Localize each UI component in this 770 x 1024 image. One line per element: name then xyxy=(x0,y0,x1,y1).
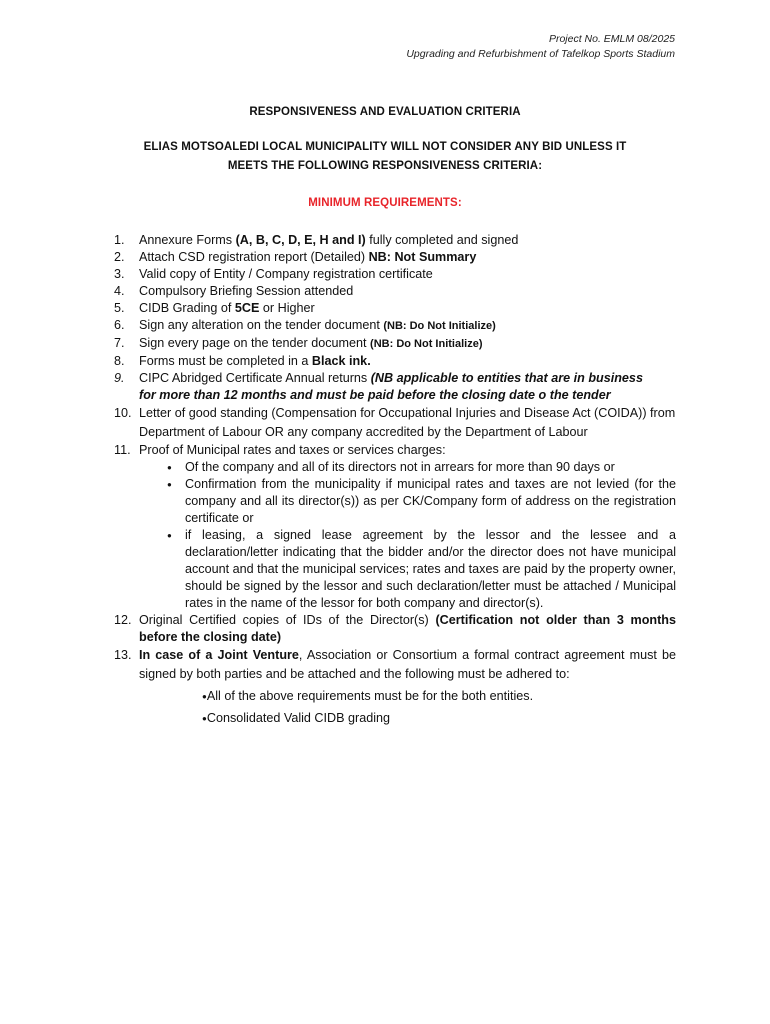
item-number: 7. xyxy=(114,336,125,350)
item-bold-text: for more than 12 months and must be paid before the closing date o the tender xyxy=(139,388,611,402)
item-number: 9. xyxy=(114,371,125,385)
list-item xyxy=(114,646,676,728)
item-text: Annexure Forms xyxy=(139,233,236,247)
subtitle-line-2: MEETS THE FOLLOWING RESPONSIVENESS CRITERIA: xyxy=(227,160,543,172)
item-bold-text: (NB: Do Not Initialize) xyxy=(383,320,496,332)
item-text: Valid copy of Entity / Company registration certificate xyxy=(139,267,433,281)
item-number: 5. xyxy=(114,301,125,315)
item-bold-text: (A, B, C, D, E, H and I) xyxy=(235,233,366,247)
item-number: 4. xyxy=(114,284,125,298)
joint-venture-sublist xyxy=(139,687,676,728)
item-bold-text: (Certification not older than 3 months before the closing date) xyxy=(139,613,677,644)
list-item xyxy=(114,317,676,335)
item-number: 1. xyxy=(114,233,125,247)
sublist-item xyxy=(202,709,676,728)
item-text: CIPC Abridged Certificate Annual returns xyxy=(139,371,371,385)
item-text: Sign any alteration on the tender document xyxy=(139,318,384,332)
item-number: 2. xyxy=(114,250,125,264)
item-bold-text: 5CE xyxy=(234,301,260,315)
list-item xyxy=(114,283,676,300)
item-number: 3. xyxy=(114,267,125,281)
item-text: Forms must be completed in a xyxy=(139,354,312,368)
sublist-item-text: All of the above requirements must be for the both entities. xyxy=(206,689,534,703)
minimum-requirements-heading: MINIMUM REQUIREMENTS: xyxy=(308,197,462,209)
list-item xyxy=(114,442,676,612)
item-number: 13. xyxy=(114,648,132,662)
item-text: Department of Labour OR any company accredited by the Department of Labour xyxy=(139,425,588,439)
project-name: Upgrading and Refurbishment of Tafelkop Sports Stadium xyxy=(406,48,675,60)
item-number: 8. xyxy=(114,354,125,368)
list-item xyxy=(114,232,676,249)
project-number: Project No. EMLM 08/2025 xyxy=(548,33,675,45)
item-text: fully completed and signed xyxy=(365,233,519,247)
item-text: Sign every page on the tender document xyxy=(139,336,371,350)
item-bold-text: (NB: Do Not Initialize) xyxy=(370,338,483,350)
item-bold-text: Black ink. xyxy=(311,354,371,368)
list-item xyxy=(114,335,676,353)
municipal-rates-sublist xyxy=(139,459,676,612)
sublist-item: ● if leasing, a signed lease agreement by the lessor and the lessee and a declaration/letter indicating that the bidder and/or the director does not have municipal account and that the municipal services; rates and taxes are paid by the property owner, should be signed by the lessor and such declaration/letter must be attached / Municipal rates in the name of the lessor for both company and director(s). xyxy=(185,527,676,612)
page-title: RESPONSIVENESS AND EVALUATION CRITERIA xyxy=(249,106,521,118)
item-bold-text: (NB applicable to entities that are in business xyxy=(370,371,643,385)
item-number: 12. xyxy=(114,613,132,627)
sublist-item-text: Consolidated Valid CIDB grading xyxy=(206,711,391,725)
list-item xyxy=(114,612,676,646)
list-item xyxy=(114,353,676,370)
item-number: 6. xyxy=(114,318,125,332)
item-text: or Higher xyxy=(259,301,315,315)
list-item xyxy=(114,404,676,442)
item-text: CIDB Grading of xyxy=(139,301,235,315)
item-text: , Association or Consortium a formal contract agreement must be signed by both parties and be attached and the following must be adhered to: xyxy=(139,648,676,681)
list-item xyxy=(114,249,676,266)
item-number: 10. xyxy=(114,406,132,420)
list-item xyxy=(114,300,676,317)
item-number: 11. xyxy=(114,443,131,457)
requirements-list xyxy=(114,232,676,728)
subtitle-line-1: ELIAS MOTSOALEDI LOCAL MUNICIPALITY WILL NOT CONSIDER ANY BID UNLESS IT xyxy=(143,141,627,153)
sublist-item: ● Confirmation from the municipality if municipal rates and taxes are not levied (for the company and all its director(s)) as per CK/Company form of address on the registration certificate or xyxy=(185,476,676,527)
item-text: Proof of Municipal rates and taxes or services charges: xyxy=(139,443,446,457)
item-text: Compulsory Briefing Session attended xyxy=(139,284,354,298)
list-item xyxy=(114,370,676,404)
item-bold-text: NB: Not Summary xyxy=(368,250,477,264)
item-bold-text: In case of a Joint Venture xyxy=(139,648,299,662)
sublist-item: ● Of the company and all of its directors not in arrears for more than 90 days or xyxy=(185,459,676,476)
item-text: Attach CSD registration report (Detailed) xyxy=(139,250,369,264)
item-text: Letter of good standing (Compensation for Occupational Injuries and Disease Act (COIDA)) from xyxy=(139,406,676,420)
sublist-item xyxy=(202,687,676,706)
list-item xyxy=(114,266,676,283)
item-text: Original Certified copies of IDs of the Director(s) xyxy=(139,613,436,627)
